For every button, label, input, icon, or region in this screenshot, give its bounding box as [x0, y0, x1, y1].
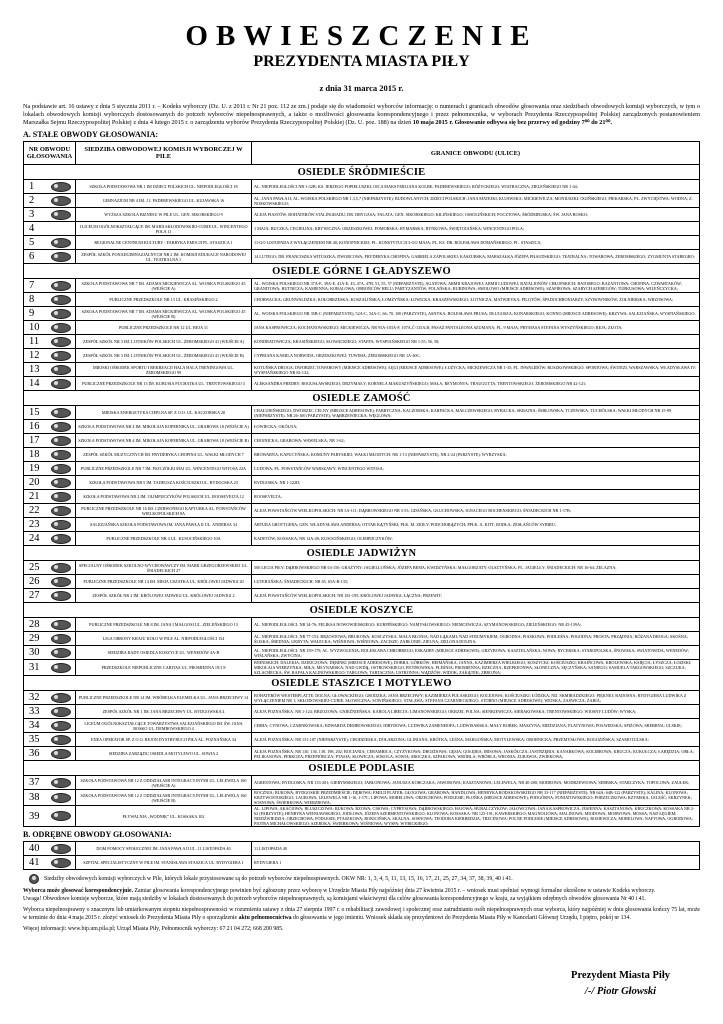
commission-seat: ZESPÓŁ SZKÓŁ NR 2 IM. KRÓLOWEJ JADWIGI UL. KRÓLOWEJ JADWIGI 2	[76, 589, 252, 603]
district-row	[24, 632, 700, 646]
separate-districts-table	[23, 841, 700, 870]
wheelchair-icon	[51, 492, 71, 502]
district-number: 25	[29, 562, 40, 573]
district-number: 16	[29, 421, 40, 432]
wheelchair-icon	[51, 351, 71, 361]
district-row	[24, 222, 700, 236]
district-number-cell	[24, 776, 76, 790]
proxy-text-end: do głosowania w jego imieniu. Wniosek składa się prezydentowi do Prezydenta Miasta Piły w Kancelarii Głównej Urzędu, I piętro, pokój nr 134.	[291, 914, 631, 921]
district-number-cell	[24, 747, 76, 761]
col-header-num: NR OBWODU GŁOSOWANIA	[24, 142, 76, 165]
wheelchair-icon	[51, 408, 71, 418]
commission-seat: ZESPÓŁ SZKÓŁ NR 3 IM. LOTNIKÓW POLSKICH UL. ŻEROMSKIEGO 41 (WEJŚCIE B)	[76, 349, 252, 363]
district-row	[24, 434, 700, 448]
district-number: 1	[29, 181, 35, 192]
district-row	[24, 589, 700, 603]
district-row	[24, 705, 700, 719]
osiedle-header-row	[24, 264, 700, 279]
district-streets: 11-GO LISTOPADA Z WYŁĄCZENIEM NR 40; KONOPNICKIEJ; PL. KONSTYTUCJI 3-GO MAJA; PL. KS. DR. BOLESŁAWA DOMAŃSKIEGO; PL. STASZICA;	[252, 236, 700, 250]
notice-date: z dnia 31 marca 2015 r.	[319, 83, 404, 93]
commission-seat: PUBLICZNE PRZEDSZKOLE NR 14 IM. WRÓBELKA ELEMELKA UL. JANA BRZECHWY 14	[76, 691, 252, 705]
district-streets: BROWARNA; KAPUCYŃSKA; KOMUNY PARYSKIEJ; WAŁKI MŁODYCH: NR 1-13 (NIEPARZYSTE), NR 2-24 (PARZYSTE); WYRZYSKA;	[252, 448, 700, 462]
district-number: 6	[29, 251, 35, 262]
commission-seat: SZKOŁA PODSTAWOWA NR 4 IM. MIKOŁAJA KOPERNIKA UL. GRABOWA 18 (WEJŚCIE A)	[76, 420, 252, 434]
wheelchair-icon	[51, 337, 71, 347]
wheelchair-icon	[51, 210, 71, 220]
wheelchair-icon	[51, 778, 71, 788]
district-number: 11	[29, 336, 40, 347]
commission-seat: GIMNAZJUM NR 4 IM. J.J. PADEREWSKIEGO UL. KUJAWSKA 16	[76, 194, 252, 208]
commission-seat: SALEZJAŃSKA SZKOŁA PODSTAWOWA IM. JANA PAWŁA II UL. ANDERSA 34	[76, 518, 252, 532]
district-row	[24, 842, 700, 856]
intro-bold: 10 maja 2015 r. Głosowanie odbywa się bez przerwy od godziny 7⁰⁰ do 21⁰⁰.	[412, 119, 612, 126]
district-number-cell	[24, 632, 76, 646]
osiedle-header-row	[24, 676, 700, 691]
commission-seat: PUBLICZNE PRZEDSZKOLE NR 16 IM. CZERWONEGO KAPTURKA AL. POWSTAŃCÓW WIELKOPOLSKICH 8A	[76, 504, 252, 518]
district-row	[24, 575, 700, 589]
district-number-cell	[24, 279, 76, 293]
district-streets: ALEJA POZNAŃSKA: NR 130, 136, 138, 198, 202; BOCIANIA; CERAMBICA; CZYŻYKOWA; DROZDOWA; GĘSIA; GOŁĘBIA; IBISOWA; JASKÓŁCZA; JASTRZĘBIA; KANARKOWA; KOLIBROWA; KRUCZA; KUKUŁCZA; ŁABĘDZIA; ORŁA; PELIKANOWA; PERKOZA; PRZEPIÓRCZA; PTASIA; SŁOWICZA; SOKOLA; SOWIA; SROCZKA; SZPAKOWA; WRÓBLA; WRÓBLA; WRONIA; ŻURAWIA; ZWIEKOWA;	[252, 747, 700, 761]
legend-text: Siedziby obwodowych komisji wyborczych w Pile, których lokale przystosowane są do potrzeb wyborców niepełnosprawnych. OKW NR: 1, 3, 4, 5, 11, 13, 15, 16, 17, 21, 25, 27, 34, 37, 38, 39, 40 i 41.	[44, 876, 513, 882]
wheelchair-icon	[29, 874, 39, 884]
district-number: 33	[29, 706, 40, 717]
wheelchair-icon	[51, 379, 71, 389]
district-number-cell	[24, 719, 76, 733]
district-streets: AL. JANA PAWŁA II; AL. WOJSKA POLSKIEGO NR 1,3,5,7 (NIEPARZYSTE); BUDOWLANYCH; DZIECI POLSKICH; JANA MATEJKI; KUJAWSKA; MICKIEWICZA; MONIUSZKI; OGIŃSKIEGO; PIEKARSKA; PL. ZWYCIĘSTWA; WODNA; Z. NOSKOWSKIEGO;	[252, 194, 700, 208]
district-row	[24, 476, 700, 490]
signature-name: /-/ Piotr Głowski	[584, 986, 657, 997]
osiedle-header-row	[24, 165, 700, 180]
district-row	[24, 618, 700, 632]
page-subtitle: PREZYDENTA MIASTA PIŁY	[253, 53, 470, 70]
district-number: 9	[29, 308, 35, 319]
district-number-cell	[24, 646, 76, 660]
district-row	[24, 532, 700, 546]
wheelchair-icon	[51, 464, 71, 474]
commission-seat: SZKOŁA PODSTAWOWA NR 4 IM. MIKOŁAJA KOPERNIKA UL. GRABOWA 18 (WEJŚCIE B)	[76, 434, 252, 448]
district-number: 2	[29, 195, 35, 206]
district-number-cell	[24, 434, 76, 448]
proxy-bold: aktu pełnomocnictwa	[238, 914, 292, 921]
district-number-cell	[24, 307, 76, 321]
district-streets: 14 LUTEGO; DR. FRANCISZKA WITUSZKA; DWORCOWA; FRYDERYKA CHOPINA; GABRIELA ZAPOLSKIEJ; KASZUBSKA; MARSZAŁKA JÓZEFA PIŁSUDSKIEGO; TEATRALNA; TOWAROWA; ŻEROMSKIEGO; ZYGMUNTA STAREGRO;	[252, 250, 700, 264]
district-row	[24, 448, 700, 462]
district-streets: KADETÓW; KOSSAKA; NR 12A-49; KUSOCIŃSKIEGO; OLIMPIJCZYKÓW;	[252, 532, 700, 546]
commission-seat: PUBLICZNE PRZEDSZKOLE NR 7 IM. PSZCZÓŁKI MAI UL. WINCENTEGO WITOSA 22A	[76, 462, 252, 476]
district-number-cell	[24, 293, 76, 307]
district-number: 23	[29, 519, 40, 530]
district-number-cell	[24, 180, 76, 194]
district-number-cell	[24, 842, 76, 856]
commission-seat: SIEDZIBA RADY OSIEDLA KOSZYCE UL. WENEDÓW 4A-B	[76, 646, 252, 660]
contact-paragraph: Więcej informacji: www.bip.um.pila.pl; Urząd Miasta Piły, Pełnomocnik wyborczy: 67 21 04 272; 668 200 985.	[23, 926, 284, 932]
district-number: 13	[29, 364, 40, 375]
district-streets: LUTERAŃSKA; ŚNIADECKICH: NR 65, 65A-B-135;	[252, 575, 700, 589]
district-number: 17	[29, 435, 40, 446]
district-row	[24, 250, 700, 264]
district-row	[24, 776, 700, 790]
commission-seat: REGIONALNE CENTRUM KULTURY - FABRYKA EMOCJI PL. STASZICA 1	[76, 236, 252, 250]
district-streets: ALEJA POZNAŃSKA: NR 1-124; BRZOZOWA; GNIEŹNIEŃSKA; KAROLA LIBELTA; LIMANOWSKIEGO; OKRZEI; POLNA; SIENKIEWICZA; SIERAKOWSKA; TRENTOWSKIEGO; WIOSNY LUDÓW; WYSKA;	[252, 705, 700, 719]
district-number: 21	[29, 491, 40, 502]
district-row	[24, 194, 700, 208]
osiedle-name: OSIEDLE STASZICE I MOTYLEWO	[24, 676, 700, 691]
district-streets: AL. NIEPODLEGŁOŚCI: NR 77-153; BRZOSTOWA; BRUKOWA; KOSCZYSKA; MAŁA BŁONIA; NAD ŁĄKAMI; NAD STRUMYKIEM; OGRODNA; PIASKOWA; PODLEŚNA; POGODNA; PROSTA; PRZĄDNIA; RÓŻANA DROGA; SKOŚNA; ŚLISKA; ŚREDNIA; UKRYTA; WAŁECKA; WIŚNIOWA; WIŚNIOWA; ZACISZE; ZABŁONIE; ZIELNA; ZIELONA DOLINA;	[252, 632, 700, 646]
district-row	[24, 660, 700, 676]
commission-seat: MIEJSKA ENERGETYKA CIEPLNA SP. Z O.O. UL. KACZORSKA 20	[76, 406, 252, 420]
wheelchair-icon	[51, 707, 71, 717]
wheelchair-icon	[51, 450, 71, 460]
district-streets: BOCZNIA; BUKOWA; BYDGOSKIE PRZEDMIEŚCIE; DĘBOWA; EMILII PLATER; GŁOGOWA; GRABOWA; HANDLOWA; HENRYKA RODAKOWSKIEGO NR 33-117 (NIEPARZYSTE); NR 64A; 64B-122 (PARZYSTE); KALINA; KLONOWA; KRZYWOSTOKIEGO; LAUROWA; LELEWELA NR 1-16, 1-17C; LIPOWA; MORELOWA; ORZECHOWA; PODLESIE; PŁOŃKA (MIEJSCE ADRESOWE); PODGÓRNA; PONIATOWSKIEGO; PORZECZKOWA; RZYMSKA; LELEŚĆ; SKRZYNEK; SOSNOWA; ŚWIERKOWA; WIERZBOWA;	[252, 790, 700, 806]
district-row	[24, 208, 700, 222]
wheelchair-icon	[51, 436, 71, 446]
district-number-cell	[24, 222, 76, 236]
wheelchair-icon	[51, 309, 71, 319]
district-number: 35	[29, 734, 40, 745]
osiedle-name: OSIEDLE JADWIŻYN	[24, 546, 700, 561]
osiedle-header-row	[24, 391, 700, 406]
commission-seat: PUBLICZNE PRZEDSZKOLE NR 4 UL. KUSOCIŃSKIEGO 10A	[76, 532, 252, 546]
district-number: 26	[29, 576, 40, 587]
commission-seat: SZKOŁA PODSTAWOWA NR 7 IM. ADAMA MICKIEWICZA AL. WOJSKA POLSKIEGO 45 (WEJŚCIE A)	[76, 279, 252, 293]
commission-seat: PUBLICZNE PRZEDSZKOLE NR 14 IM. MISIA USZATKA UL. KRÓLOWEJ JADWIGI 20	[76, 575, 252, 589]
section-b-title: B. ODRĘBNE OBWODY GŁOSOWANIA:	[23, 830, 172, 839]
district-row	[24, 806, 700, 827]
district-row	[24, 307, 700, 321]
correspondence-note: Uwaga! Obwodowe komisje wyborcze, które mają siedziby w lokalach dostosowanych do potrzeb wyborców niepełnosprawnych, są komisjami właściwymi dla celów głosowania korespondencyjnego w kraju, za wyjątkiem odrębnych obwodów głosowania Nr 40 i 41.	[23, 895, 646, 902]
district-streets: BOHATERÓW WESTERPLATTE; DOLNA; GŁOWACKIEGO; GRODZKA; JANA BRZECHWY; KAZIMIERZA PUŁASKIEGO; KOLEJOWA; KOŚCIUSZKI; ŁÓDZKA; ND. SKMIRADZKIEGO; PIĘKNEJ; RADOSNA; RYDYGIERA LUDWIKA Z WYŁĄCZENIEM NR 1; SKŁODOWSKIEJ-CURIE; SŁOWICZNA; SOWIŃSKIEGO; STAŁAWA; STEFANA CZARNIECKIEGO; STOBNO (MIEJSCE ADRESOWE); WEJSKA; ZAŚWICZA; ŻABIA;	[252, 691, 700, 705]
commission-seat: SZKOŁA PODSTAWOWA NR 5 IM. TADEUSZA KOŚCIUSZKI UL. BYDGOSKA 23	[76, 476, 252, 490]
district-streets: AGRESTOWA; BYDGOSKA; NR 133-201; GIERYMSKIEGO; JABŁONOWA; JANUSZA KORCZAKA; JAWOROWA; KASZTANOWA; LELEWELA; NR 40-200; MODROWA; MODRZEWIOWA; SERBSKA; STARCZYKA; TOPOLOWA; ZAUŁEK;	[252, 776, 700, 790]
district-number: 7	[29, 280, 35, 291]
district-number-cell	[24, 561, 76, 575]
district-streets: 11 LISTOPADA 40	[252, 842, 700, 856]
district-row	[24, 321, 700, 335]
district-streets: BNINISKICH; DALEKIA; DZIEJCZOWA; DĘBINKI (MIEJSCE ADRESOWE); DOBRA; GÓRKÓW; HEIMAŃSKA; JANNA; KAZIMIERZA WIELKIEGO; KOSZYCKI; KOŚCIUSZKI; KRAIŃCOWA; KROLEWSKA; KSIĘCIA; ŁYSZCZA; ŁOZISKI; MIKOŁAJA WIERZYNKA; MIŁA; MŁYNARSKA; NAD GWDĄ; OSTROWSKIEGO; PIOTROWSKA; PLEŚNIA; PROMIENNA; RZECZNA; RZEPKEONWA; SŁONECZNA; SĘCZYŃSKA; SANIEGO; SAMUELA TARGOWSKIEGO; SZCZUKA; SZLACHECKA; ŚW. RAFAŁA KALINOWSKIEGO; TARGOWA; TARTACZNA; USTRONNA; WĄDŻÓW; WIDOK; ZAKĄTEK; ZBROJNA;	[252, 660, 700, 676]
district-row	[24, 377, 700, 391]
districts-table-body	[24, 165, 700, 827]
district-number: 10	[29, 322, 40, 333]
proxy-paragraph	[23, 907, 700, 922]
district-streets: LUDOWA; PL. POWSTAŃCÓW WARSZAWY; WINCENTEGO WITOSA;	[252, 462, 700, 476]
district-streets: CHOJNICKA; GRABOWA; WAWELSKA; NR 1-62;	[252, 434, 700, 448]
wheelchair-icon	[51, 858, 71, 868]
wheelchair-icon	[51, 634, 71, 644]
district-number: 8	[29, 294, 35, 305]
commission-seat: MIEJSKI OŚRODEK SPORTU I REKREACJI HALA HALA TRENINGOWA UL. ŻEROMSKIEGO 99	[76, 363, 252, 377]
district-streets: AL. WOJSKA POLSKIEGO NR 37A-E, 39A-E, 41A-E, 43, 47A, 47B, 51, 55, 57 (NIEPARZYSTE); AGATOWA; ARMII KRAJOWEJ; ARMII LUDOWEJ; BATALIONÓW CHŁOPSKICH; BATOREGO; BAŻANTOWA; CHOPINA; CZWARTAKÓW; GRANITOWA; HUTNICZA; KAMIENNA; KORALOWA; OBROŃCÓW HELU; PARTYZANTÓW; POLAŃSKA; RUBINOWA; SMOLOWO (MIEJSCE ADRESOWE); SZAFIROWA; SZARYCH SZEREGÓW; TURKUSOWA; WILEŃCZYCKA;	[252, 279, 700, 293]
district-row	[24, 462, 700, 476]
district-number: 29	[29, 633, 40, 644]
proxy-text: Wyborca niepełnosprawny o znacznym lub umiarkowanym stopniu niepełnosprawności w rozumieniu ustawy z dnia 27 sierpnia 1997 r. o rehabilitacji zawodowej i społecznej oraz zatrudnianiu osób niepełnosprawnych oraz wyborca, który najpóźniej w dniu głosowania kończy 75 lat, może w terminie do dnia 4 maja 2015 r. złożyć wniosek do Prezydenta Miasta Piły o sporządzenie	[23, 907, 700, 921]
district-streets: JANA KASPROWICZA; KOCHANOWSKIEGO; MICKIEWICZA; NR 95A-103A-F, 107A,Ć-135A,B; PASAŻ PANTALEONA SZUMANA; PL. 9 MAJA; PRYMASA STEFANA WYSZYŃSKIEGO; REJA; ZŁOTA;	[252, 321, 700, 335]
district-number: 36	[29, 748, 40, 759]
commission-seat: ZESPÓŁ SZKÓŁ PONADGIMNAZJALNYCH NR 2 IM. KOMISJI EDUKACJI NARODOWEJ UL. TEATRALNA 1	[76, 250, 252, 264]
wheelchair-icon	[51, 591, 71, 601]
district-number: 12	[29, 350, 40, 361]
district-row	[24, 349, 700, 363]
district-number-cell	[24, 532, 76, 546]
wheelchair-icon	[51, 520, 71, 530]
district-streets: ALEJA PIASTÓW; BOHATERÓW STALINGRADU; DR. DRYGASA; FALATA; GEN. SIKORSKIEGO; KILIŃSKIEGO; OSSOLIŃSKICH; POCZTOWA; ŚRÓDMIEJSKA; ŚW. JANA BOSKO;	[252, 208, 700, 222]
district-streets: 1 MAJA; BUCZKA; CEGIEŁINA; KRYWICZNA; ORZESZKOWEJ; POMORSKA; RYMARSKA; RYNKOWA; ŚWIĘTOJAŃSKA; WINCENTEGO POLA;	[252, 222, 700, 236]
district-number-cell	[24, 236, 76, 250]
osiedle-header-row	[24, 546, 700, 561]
commission-seat: SZKOŁA PODSTAWOWA NR 12 Z ODDZIAŁAMI INTEGRACYJNYMI UL. LELEWELA 160 (WEJŚCIE A)	[76, 776, 252, 790]
commission-seat: SIEDZIBA ZARZĄDU OSIEDLA MOTYLEWO UL. SOWIA 2	[76, 747, 252, 761]
districts-table	[23, 141, 700, 827]
district-streets: AL. NIEPODLEGŁOŚCI: NR 34-76; FELIKSA NOWOWIEJSKIEGO; KURPIŃSKIEGO; NAMYSŁOWSKIEGO; NIEMCEWICZA; SZYMANOWSKIEGO; ZIELEŃSKIEGO: NR 45-139A;	[252, 618, 700, 632]
district-number: 19	[29, 463, 40, 474]
district-number: 32	[29, 692, 40, 703]
osiedle-name: OSIEDLE ŚRÓDMIEŚCIE	[24, 165, 700, 180]
commission-seat: SZKOŁA PODSTAWOWA NR 1 IM DZIECI POLSKICH UL. NIEPODLEGŁOŚCI 18	[76, 180, 252, 194]
district-number-cell	[24, 476, 76, 490]
district-streets: CHIHA; CYNOWA; CZARNKOWSKA; EDWARDA DEMBOWSKIEGO; IDRYDOWA; LUDWIKA ZAMENHOFA; LUDWISARSKA; MAŁY BOBEK; MASZYNA; MIEDZIANA; PLATYNOWA; POŁWIEJSKA; SPIŻOWA; SREBRNA; ULSKIE;	[252, 719, 700, 733]
wheelchair-icon	[51, 793, 71, 803]
osiedle-name: OSIEDLE KOSZYCE	[24, 603, 700, 618]
separate-districts-body	[24, 842, 700, 870]
wheelchair-icon	[51, 365, 71, 375]
district-number-cell	[24, 691, 76, 705]
district-row	[24, 733, 700, 747]
district-number: 37	[29, 777, 40, 788]
correspondence-paragraph	[23, 888, 700, 903]
district-row	[24, 691, 700, 705]
commission-seat: SZKOŁA PODSTAWOWA NR 12 Z ODDZIAŁAMI INTEGRACYJNYMI UL. LELEWELA 160 (WEJŚCIE B)	[76, 790, 252, 806]
district-row	[24, 518, 700, 532]
district-number-cell	[24, 406, 76, 420]
district-number: 41	[29, 857, 40, 868]
district-row	[24, 363, 700, 377]
district-number: 24	[29, 533, 40, 544]
district-streets: CHORWACKA; GRUNWALDZKA; KOŁOBRZESKA; KOSZALIŃSKA; ŁOMŻYŃSKA; ŁOWICKA; KRASZEWSKIEGO; ŁOTNICZA; MATWIEYKA; PILOTÓW; ŚPADOCHRONIARZY; SZYBOWNIKÓW; ŻOŁNIERSKA; WRZOSOWA;	[252, 293, 700, 307]
district-number-cell	[24, 660, 76, 676]
commission-seat: ZESPÓŁ SZKÓŁ NR 1 IM. JANA BRZECHWY UL. BYDGOWSKA 4	[76, 705, 252, 719]
commission-seat: WYŻSZA SZKOŁA BIZNESU W PILE UL. GEN. SIKORSKIEGO 9	[76, 208, 252, 222]
district-number: 3	[29, 209, 35, 220]
district-number: 28	[29, 619, 40, 630]
col-header-seat: SIEDZIBA OBWODOWEJ KOMISJI WYBORCZEJ W PILE	[76, 142, 252, 165]
wheelchair-icon	[51, 563, 71, 573]
district-row	[24, 335, 700, 349]
district-number: 31	[29, 662, 40, 673]
district-streets: AL. NIEPODLEGŁOŚCI NR 1-32B; KS. JERZEGO POPIEŁUSZKI; OICA MAKSYMILIANA KOLBE; PADEREWSKIEGO; RÓŻYCKIEGO; WIATRACZNA; ZIELEŃSKIEGO NR 1-44;	[252, 180, 700, 194]
wheelchair-icon	[51, 663, 71, 673]
district-number-cell	[24, 335, 76, 349]
district-row	[24, 236, 700, 250]
district-streets: CHAŁUBIŃSKIEGO; DWORZEC CELNY (MIEJSCE ADRESOWE); FABRYCZNA; KACZORSKA; KARPACKA; MAŁCZEWSKIEGO; RYBACKA; SKRAJNA; ŚMIŁOWSKA; TCZEWSKA; TUCHÓLSKA; WAŁKI MŁODYCH NR 15-99 (NIEPARZYSTE), NR 26-100 (PARZYSTE); WĄBRZEWIECKA; WĘGLOWA;	[252, 406, 700, 420]
district-number: 34	[29, 720, 40, 731]
district-number-cell	[24, 618, 76, 632]
osiedle-name: OSIEDLE PODLASIE	[24, 761, 700, 776]
correspondence-text: Zamiar głosowania korespondencyjnego powinien być zgłoszony przez wyborcę w Urzędzie Miasta Piły najpóźniej dnia 27 kwietnia 2015 r. – wniosek musi spełniać wymogi formalne określone w ustawie Kodeks wyborczy.	[133, 888, 656, 894]
osiedle-name: OSIEDLE GÓRNE I GŁADYSZEWO	[24, 264, 700, 279]
district-number-cell	[24, 518, 76, 532]
district-streets: AL. LIPOWA; AKACIOWA; BLUSZCZOWA; BUKOWA; BZOWA; CISOWA; CYPRYSOWA; DĄBROWSKIEGO; HAJOWA; HUBALCZYKÓW; JAŁOWCOWA; JANA KASPROWICZA; JESIENNA; KASZTANOWA; KRUCZKOWA; KOSSAKA NR 2-62 (PARZYSTE); HENRYKA WIENIAWSKIEGO; JODŁOWA; JÓZEFA SZERMENTOWSKIEGO; KLONOWA; KOSSAKA: NR 125-191; KAWERSKIEGO; MAGNOLIOWA; MALINOWA; MIODOWA; MORWOWA; MOSSA; NAD ŁĘGIEM; NIEDŹWIEDZIA; ORZECHOWA; PODLESIE; PTASZKOWA; ROKICIŃSKA; SKALNA; SOSNOWA; TEODORA KIERBEDZIA; TRZCINOWA; POLNE PODLESIE (MIEJSCE ADRESOWE); ROSIEWICZA; MORELOWA; NAFTOWA; OGRODOWA; PIOTRA MICHAŁOWSKIEGO; SZEROKA; ŚWIERKOWA; WIŚNIOWA; WYSPA; WYBICKIEGO;	[252, 806, 700, 827]
district-number: 40	[29, 843, 40, 854]
district-number: 27	[29, 590, 40, 601]
district-number-cell	[24, 250, 76, 264]
commission-seat: LIGA OBRONY KRAJU KOŁO W PILE AL. NIEPODLEGŁOŚCI 154	[76, 632, 252, 646]
district-number: 4	[29, 223, 35, 234]
district-row	[24, 646, 700, 660]
district-row	[24, 747, 700, 761]
district-number: 38	[29, 792, 40, 803]
osiedle-name: OSIEDLE ZAMOŚĆ	[24, 391, 700, 406]
district-number: 15	[29, 407, 40, 418]
district-streets: ŁOWIECKA; OKÓLNA;	[252, 420, 700, 434]
wheelchair-icon	[51, 295, 71, 305]
wheelchair-icon	[51, 811, 71, 821]
wheelchair-icon	[51, 323, 71, 333]
district-streets: ALEJA POWSTAŃCÓW WIELKOPOLSKICH: NR 181-195; KRÓLOWEJ JADWIGI; ŁĄCZNA; PRZEWIT;	[252, 589, 700, 603]
district-number: 18	[29, 449, 40, 460]
district-streets: RYDYGIERA 1	[252, 856, 700, 870]
district-number-cell	[24, 705, 76, 719]
district-number-cell	[24, 377, 76, 391]
col-header-bounds: GRANICE OBWODU (ULICE)	[252, 142, 700, 165]
wheelchair-icon	[51, 252, 71, 262]
district-streets: KONDRATOWICZA; KRASIŃSKIEGO; SŁOWACKIEGO; STAFFA; WYSPIAŃSKIEGO NR 1-55; 56, 58;	[252, 335, 700, 349]
commission-seat: PŁYWALNIA „WODNIK” UL. KOSSAKA 102	[76, 806, 252, 827]
commission-seat: SZKOŁA PODSTAWOWA NR 7 IM. ADAMA MICKIEWICZA AL. WOJSKA POLSKIEGO 45 (WEJŚCIE B)	[76, 307, 252, 321]
wheelchair-icon	[51, 182, 71, 192]
intro-text: Na podstawie art. 16 ustawy z dnia 5 stycznia 2011 r. – Kodeks wyborczy (Dz. U. z 2011 r. Nr 21 poz. 112 ze zm.) podaje się do wiadomości wyborców informację: o numerach i granicach obwodów głosowania oraz siedzibach obwodowych komisji wyborczych, w tym o lokalach obwodowych komisji wyborczych dostosowanych do potrzeb wyborców niepełnosprawnych, a także o możliwości głosowania korespondencyjnego i przez pełnomocnika, w wyborach Prezydenta Rzeczypospolitej Polskiej zarządzonych postanowieniem Marszałka Sejmu Rzeczypospolitej Polskiej z dnia 4 lutego 2015 r. o zarządzeniu wyborów Prezydenta Rzeczypospolitej Polskiej (Dz. U. poz. 188) na dzień	[23, 103, 700, 126]
district-number: 14	[29, 378, 40, 389]
district-streets: ARTURA GROTTGERA; GEN. WŁADYSŁAWA ANDERSA; OTTAR KĄTYŃSKI; PŁK. M. ZIOŁY; PODCHORĄŻYCH; PPŁK. A. KITT; RODŁA; ZESŁAŃCÓW SYBIRU;	[252, 518, 700, 532]
district-number-cell	[24, 321, 76, 335]
district-streets: KOTUŃSKA DROGA; DWORZEC TOWAROWY (MIEJSCE ADRESOWE); ŁĘGI (MIEJSCE ADRESOWE); ŁUŻYCKA; MICKIEWICZA NR 1-35; PL. INWALIDÓW; RUSZKOWSKIEGO; SPORTOWA; ŚWITEZI; WARSZAWSKA; WŁADYSŁAWA IV; WYSPIAŃSKIEGO NR 82-132;	[252, 363, 700, 377]
wheelchair-icon	[51, 534, 71, 544]
district-row	[24, 856, 700, 870]
commission-seat: I LICEUM OGÓLNOKSZTAŁCĄCE IM. MARII SKŁODOWSKIEJ-CURIE UL. WINCENTEGO POLA 11	[76, 222, 252, 236]
district-streets: CYPRIANA KAMILA NORWIDA; ORZESZKOWEJ; TUWIMA; ŻEROMSKIEGO NR 1A-40C;	[252, 349, 700, 363]
district-streets: ROOSEVELTA;	[252, 490, 700, 504]
district-streets: 500 LECIA PIŁY; DĄBROWSKIEGO NR 63-150; GRAŻYNY; JAGIELLOŃSKA; JÓZEFA BEMA; KWIDZYŃSKA; MAŁGORZATY; OLSZTYŃSKA; PL. JAGIELŁY; ŚNIADECKICH: NR 16-64; ŻELAZNA;	[252, 561, 700, 575]
osiedle-header-row	[24, 761, 700, 776]
district-number: 22	[29, 505, 40, 516]
district-streets: ALEJA POWSTAŃCÓW WIELKOPOLSKICH: NR 3A-111; DĄBROWSKIEGO NR 3-53; GDAŃSKA; GŁUCHOWSKA; IGNACEGO BOCHENSKIEGO; ŚNIADECKICH NR 1-17B;	[252, 504, 700, 518]
district-number: 30	[29, 647, 40, 658]
district-number-cell	[24, 806, 76, 827]
intro-paragraph	[23, 103, 700, 127]
commission-seat: PUBLICZNE PRZEDSZKOLE NR 8 IM. JANA I MAŁGOSI UL. ZIELEŃSKIEGO 13	[76, 618, 252, 632]
wheelchair-icon	[51, 735, 71, 745]
commission-seat: PUBLICZNE PRZEDSZKOLE NR 13 IM. KUBUSIA PUCHATKA UL. TRENTOWSKIEGO 3	[76, 377, 252, 391]
commission-seat: ZESPÓŁ SZKÓŁ MUZYCZNYCH IM. FRYDERYKA CHOPINA UL. WAŁKI MŁODYCH 7	[76, 448, 252, 462]
wheelchair-icon	[51, 620, 71, 630]
district-row	[24, 406, 700, 420]
wheelchair-icon	[51, 196, 71, 206]
commission-seat: PRZEDSZKOLE NIEPUBLICZNE CARITAS UL. PROMIENNA 19/1 8	[76, 660, 252, 676]
page-title: OBWIESZCZENIE	[185, 20, 538, 52]
commission-seat: SZKOŁA PODSTAWOWA NR 2 IM. OLIMPIJCZYKÓW POLSKICH UL. ROOSEVELTA 12	[76, 490, 252, 504]
district-number-cell	[24, 420, 76, 434]
district-number-cell	[24, 490, 76, 504]
district-number-cell	[24, 349, 76, 363]
osiedle-header-row	[24, 603, 700, 618]
wheelchair-icon	[51, 648, 71, 658]
wheelchair-icon	[51, 749, 71, 759]
district-row	[24, 180, 700, 194]
district-row	[24, 420, 700, 434]
commission-seat: PUBLICZNE PRZEDSZKOLE NR 12 UL. REJA 11	[76, 321, 252, 335]
district-number-cell	[24, 208, 76, 222]
district-streets: AL. WOJSKA POLSKIEGO NR 35B-C (NIEPARZYSTE); 52A-C, 54A-C, 66, 70, 100 (PARZYSTE); ASNYKA; BOLESŁAWA PRUSA; DŁUGOSZA; KONARSKIEGO; KONNO (MIEJSCE ADRESOWE); KRZYWA; SALEZJAŃSKA; WYSPIAŃSKIEGO;	[252, 307, 700, 321]
wheelchair-icon	[51, 693, 71, 703]
commission-seat: DOM POMOCY SPOŁECZNEJ IM. JANA PAWŁA II UL. 11 LISTOPADA 40	[76, 842, 252, 856]
district-row	[24, 561, 700, 575]
wheelchair-icon	[51, 422, 71, 432]
district-number-cell	[24, 194, 76, 208]
district-row	[24, 279, 700, 293]
district-number-cell	[24, 790, 76, 806]
district-row	[24, 504, 700, 518]
wheelchair-icon	[51, 844, 71, 854]
wheelchair-icon	[51, 238, 71, 248]
district-streets: AL. NIEPODLEGŁOŚCI: NR 159-179; AL. WYZWOLENIA; BOLESŁAWA CHROBREGO; ESKADRY (MIEJSCE ADRESOWE); GRZYBOWA; KASZTELAŃSKA; NOWA; RYCERSKA; STAROPOLSKA; ŚNOWSKA; SWIATOWIDA; WENEDÓW; WIŚLAŃSKA; ZWYCINA;	[252, 646, 700, 660]
district-number-cell	[24, 575, 76, 589]
wheelchair-icon	[51, 721, 71, 731]
district-number-cell	[24, 589, 76, 603]
district-number: 5	[29, 237, 35, 248]
signature-title: Prezydent Miasta Piły	[571, 970, 670, 981]
district-streets: ALEJA POZNAŃSKA: NR 131-187 (NIEPARZYSTE); CHODZIESKA; DOŁARZONA; GLINIANA; KRÓTKA; LEŚNA; MARGOŃSKA; MOTYLEWSKA; OBORNICKA; PRZEMYSŁOWA; ROGOŻIŃSKA; SZAMOTULSKA;	[252, 733, 700, 747]
wheelchair-icon	[51, 281, 71, 291]
accessibility-legend	[23, 874, 700, 884]
commission-seat: SPECJALNY OŚRODEK SZKOLNO-WYCHOWAWCZY IM. MARII GRZEGORZEWSKIEJ UL. ŚNIADECKICH 27	[76, 561, 252, 575]
wheelchair-icon	[51, 506, 71, 516]
commission-seat: SZPITAL SPECJALISTYCZNY W PILE IM. STANISŁAWA STASZICA UL. RYDYGIERA 1	[76, 856, 252, 870]
wheelchair-icon	[51, 577, 71, 587]
commission-seat: LICEUM OGÓLNOKSZTAŁCĄCE TOWARZYSTWA SALEZJAŃSKIEGO IM. ŚW. JANA BOSKO UL. DEMBOWSKIEGO 4	[76, 719, 252, 733]
commission-seat: ZESPÓŁ SZKÓŁ NR 3 IM. LOTNIKÓW POLSKICH UL. ŻEROMSKIEGO 41 (WEJŚCIE A)	[76, 335, 252, 349]
district-number-cell	[24, 856, 76, 870]
district-number: 39	[29, 810, 40, 822]
district-streets: BYDGOSKA: NR 1-122D;	[252, 476, 700, 490]
correspondence-bold: Wyborca może głosować korespondencyjnie.	[23, 888, 134, 894]
district-number-cell	[24, 462, 76, 476]
district-row	[24, 790, 700, 806]
table-header-row	[24, 142, 700, 165]
commission-seat: PUBLICZNE PRZEDSZKOLE NR 13 UL. KRASIŃSKIEGO 2	[76, 293, 252, 307]
section-a-title: A. STAŁE OBWODY GŁOSOWANIA:	[23, 130, 159, 139]
district-number-cell	[24, 363, 76, 377]
commission-seat: ENEA OPERATOR SP. Z O.O. REJON DYSTRYBUCJI PIŁA AL. POZNAŃSKA 34	[76, 733, 252, 747]
district-row	[24, 490, 700, 504]
district-row	[24, 293, 700, 307]
wheelchair-icon	[51, 478, 71, 488]
district-number-cell	[24, 733, 76, 747]
district-number-cell	[24, 448, 76, 462]
signature-block	[571, 970, 670, 997]
district-row	[24, 719, 700, 733]
district-number: 20	[29, 477, 40, 488]
district-number-cell	[24, 504, 76, 518]
district-streets: ALEKSANDRA FREDRY; BOGUSŁAWSKIEGO; DRZYMAŁY; KORNELA MAKUSZYŃSKIEGO; MAŁA; REYMONTA; TRAUGUTTA; TRENTOWSKIEGO; ŻEROMSKIEGO NR 42-121;	[252, 377, 700, 391]
